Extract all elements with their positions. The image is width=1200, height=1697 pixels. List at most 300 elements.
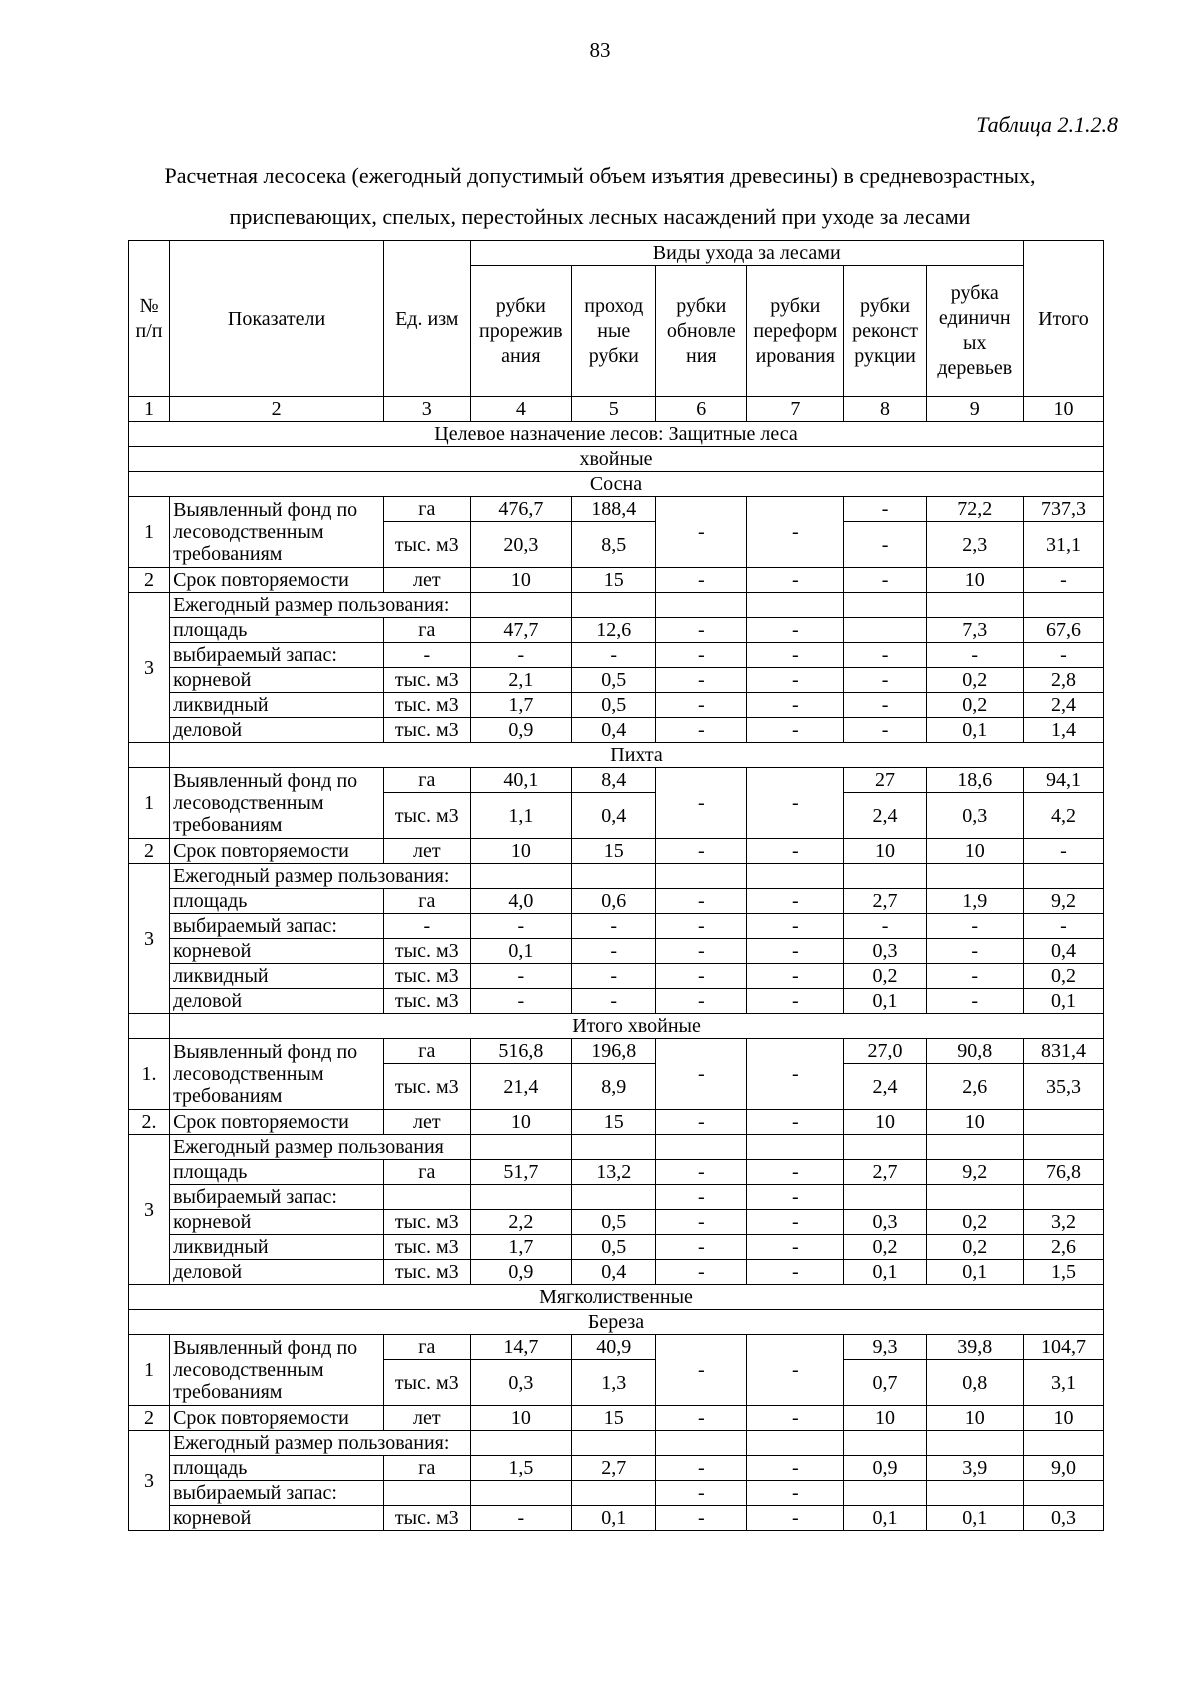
annual-row xyxy=(129,593,1104,618)
unit-cell: тыс. м3 xyxy=(384,939,470,964)
column-number: 9 xyxy=(926,397,1023,422)
column-number: 5 xyxy=(572,397,656,422)
business-label: деловой xyxy=(170,989,384,1014)
value-cell: - xyxy=(747,1039,844,1110)
value-cell: 20,3 xyxy=(470,522,572,568)
business-label: деловой xyxy=(170,718,384,743)
value-cell: 0,2 xyxy=(1023,964,1103,989)
value-cell xyxy=(844,618,926,643)
unit-cell: га xyxy=(384,1335,470,1360)
purpose-row xyxy=(129,422,1104,447)
empty-cell xyxy=(656,1431,747,1456)
header-care-col xyxy=(926,266,1023,397)
row-number: 1. xyxy=(129,1039,170,1110)
root-label: корневой xyxy=(170,668,384,693)
value-cell: - xyxy=(747,1335,844,1406)
unit-cell: тыс. м3 xyxy=(384,1260,470,1285)
page-number: 83 xyxy=(589,38,611,62)
value-cell: 2,4 xyxy=(844,1064,926,1110)
empty-cell xyxy=(656,593,747,618)
header-care-col xyxy=(656,266,747,397)
value-cell: 35,3 xyxy=(1023,1064,1103,1110)
cell-line: обновле xyxy=(666,319,736,342)
value-cell: - xyxy=(926,964,1023,989)
cell-line: деревьев xyxy=(937,357,1013,379)
unit-cell: лет xyxy=(384,839,470,864)
table-title xyxy=(0,155,1200,237)
fund-label xyxy=(170,1335,384,1406)
value-cell: 1,4 xyxy=(1023,718,1103,743)
value-cell: 0,1 xyxy=(926,1506,1023,1531)
row-number: 1 xyxy=(129,768,170,839)
empty-cell xyxy=(747,1431,844,1456)
section-fir xyxy=(129,743,1104,768)
value-cell: - xyxy=(747,1481,844,1506)
liquid-label: ликвидный xyxy=(170,693,384,718)
root-row xyxy=(129,1210,1104,1235)
empty-cell xyxy=(470,1431,572,1456)
header-num xyxy=(129,241,170,397)
value-cell: - xyxy=(844,568,926,593)
annual-row xyxy=(129,1135,1104,1160)
value-cell: - xyxy=(656,989,747,1014)
stock-label: выбираемый запас: xyxy=(170,1185,384,1210)
value-cell: - xyxy=(1023,643,1103,668)
root-label: корневой xyxy=(170,1506,384,1531)
value-cell xyxy=(844,1481,926,1506)
value-cell: - xyxy=(747,718,844,743)
value-cell: - xyxy=(656,1406,747,1431)
area-row xyxy=(129,889,1104,914)
unit-cell: тыс. м3 xyxy=(384,718,470,743)
value-cell: 10 xyxy=(470,1406,572,1431)
value-cell: - xyxy=(656,1481,747,1506)
value-cell: 2,7 xyxy=(844,1160,926,1185)
value-cell: 67,6 xyxy=(1023,618,1103,643)
term-row xyxy=(129,1406,1104,1431)
annual-label: Ежегодный размер пользования: xyxy=(170,1431,470,1456)
empty-cell xyxy=(572,1135,656,1160)
section-conifer-total: Итого хвойные xyxy=(170,1014,1104,1039)
value-cell: 10 xyxy=(926,1406,1023,1431)
empty-cell xyxy=(470,593,572,618)
value-cell xyxy=(844,1185,926,1210)
value-cell: - xyxy=(1023,568,1103,593)
value-cell: 10 xyxy=(926,568,1023,593)
value-cell: 0,1 xyxy=(926,1260,1023,1285)
stock-label: выбираемый запас: xyxy=(170,1481,384,1506)
value-cell: - xyxy=(572,989,656,1014)
value-cell: 3,9 xyxy=(926,1456,1023,1481)
value-cell: - xyxy=(747,497,844,568)
value-cell: - xyxy=(656,768,747,839)
cell-line: Выявленный фонд по xyxy=(173,1041,358,1063)
value-cell xyxy=(470,1185,572,1210)
value-cell: 0,1 xyxy=(470,939,572,964)
cell-line: ирования xyxy=(755,344,835,367)
area-row xyxy=(129,618,1104,643)
value-cell: - xyxy=(747,914,844,939)
row-number: 2. xyxy=(129,1110,170,1135)
value-cell: - xyxy=(747,568,844,593)
cell-line: Выявленный фонд по xyxy=(173,499,358,521)
column-number: 7 xyxy=(747,397,844,422)
unit-cell: лет xyxy=(384,568,470,593)
value-cell: - xyxy=(747,668,844,693)
value-cell: 3,1 xyxy=(1023,1360,1103,1406)
value-cell: 0,1 xyxy=(572,1506,656,1531)
business-label: деловой xyxy=(170,1260,384,1285)
value-cell: 0,2 xyxy=(844,964,926,989)
unit-cell: тыс. м3 xyxy=(384,793,470,839)
value-cell: - xyxy=(656,618,747,643)
column-number: 3 xyxy=(384,397,470,422)
value-cell: 0,3 xyxy=(470,1360,572,1406)
value-cell: - xyxy=(656,889,747,914)
value-cell: - xyxy=(572,643,656,668)
value-cell: - xyxy=(844,643,926,668)
liquid-row xyxy=(129,1235,1104,1260)
value-cell: - xyxy=(747,1260,844,1285)
section-birch: Береза xyxy=(129,1310,1104,1335)
value-cell: 40,1 xyxy=(470,768,572,793)
value-cell: - xyxy=(747,1160,844,1185)
header-unit: Ед. изм xyxy=(384,241,470,397)
header-care-col xyxy=(844,266,926,397)
term-label: Срок повторяемости xyxy=(170,1406,384,1431)
value-cell: 3,2 xyxy=(1023,1210,1103,1235)
fund-row xyxy=(129,1335,1104,1360)
cell-line: ания xyxy=(501,344,541,367)
value-cell: 2,2 xyxy=(470,1210,572,1235)
term-row xyxy=(129,1110,1104,1135)
value-cell: 1,9 xyxy=(926,889,1023,914)
header-care-col xyxy=(572,266,656,397)
empty-cell xyxy=(1023,593,1103,618)
cell-line: ные xyxy=(597,319,631,342)
value-cell: - xyxy=(656,1110,747,1135)
empty-cell xyxy=(844,1431,926,1456)
value-cell: 9,3 xyxy=(844,1335,926,1360)
value-cell xyxy=(1023,1110,1103,1135)
empty-cell xyxy=(1023,864,1103,889)
value-cell: - xyxy=(844,914,926,939)
cell-line: лесоводственным xyxy=(173,792,324,814)
area-label: площадь xyxy=(170,1456,384,1481)
term-label: Срок повторяемости xyxy=(170,1110,384,1135)
root-row xyxy=(129,939,1104,964)
value-cell: 0,1 xyxy=(926,718,1023,743)
cell-line: прорежив xyxy=(479,319,563,342)
value-cell xyxy=(384,1185,470,1210)
value-cell: 0,5 xyxy=(572,668,656,693)
value-cell: 10 xyxy=(844,1110,926,1135)
unit-cell: тыс. м3 xyxy=(384,1506,470,1531)
empty-cell xyxy=(572,593,656,618)
value-cell: 0,2 xyxy=(926,1235,1023,1260)
value-cell: - xyxy=(656,939,747,964)
unit-cell: тыс. м3 xyxy=(384,1360,470,1406)
empty-cell xyxy=(1023,1135,1103,1160)
value-cell xyxy=(470,1481,572,1506)
column-number: 1 xyxy=(129,397,170,422)
value-cell: - xyxy=(844,668,926,693)
value-cell xyxy=(926,1481,1023,1506)
empty-cell xyxy=(747,1135,844,1160)
value-cell: 0,1 xyxy=(844,1506,926,1531)
value-cell: 47,7 xyxy=(470,618,572,643)
title-line-1: Расчетная лесосека (ежегодный допустимый объем изъятия древесины) в средневозрастных, xyxy=(164,163,1036,188)
cell-line: № xyxy=(139,294,159,317)
value-cell: - xyxy=(656,497,747,568)
row-number: 2 xyxy=(129,568,170,593)
root-row xyxy=(129,1506,1104,1531)
unit-cell: тыс. м3 xyxy=(384,1064,470,1110)
value-cell: - xyxy=(656,964,747,989)
root-row xyxy=(129,668,1104,693)
header-indicators: Показатели xyxy=(170,241,384,397)
value-cell: 1,7 xyxy=(470,693,572,718)
value-cell: - xyxy=(656,1235,747,1260)
value-cell: 8,4 xyxy=(572,768,656,793)
empty-cell xyxy=(926,1431,1023,1456)
cell-line: лесоводственным xyxy=(173,1359,324,1381)
column-numbers-row xyxy=(129,397,1104,422)
value-cell: 0,2 xyxy=(926,693,1023,718)
column-number: 4 xyxy=(470,397,572,422)
value-cell: - xyxy=(844,718,926,743)
empty-cell xyxy=(129,1014,170,1039)
section-birch xyxy=(129,1310,1104,1335)
fund-row xyxy=(129,768,1104,793)
value-cell xyxy=(926,1185,1023,1210)
unit-cell: тыс. м3 xyxy=(384,668,470,693)
column-number: 10 xyxy=(1023,397,1103,422)
cell-line: требованиям xyxy=(173,1381,283,1403)
value-cell: - xyxy=(747,768,844,839)
value-cell: 0,3 xyxy=(844,939,926,964)
value-cell: 831,4 xyxy=(1023,1039,1103,1064)
value-cell: 13,2 xyxy=(572,1160,656,1185)
value-cell: 0,1 xyxy=(844,989,926,1014)
value-cell: 9,2 xyxy=(926,1160,1023,1185)
value-cell: 2,1 xyxy=(470,668,572,693)
liquid-label: ликвидный xyxy=(170,964,384,989)
value-cell: 1,7 xyxy=(470,1235,572,1260)
stock-row xyxy=(129,1481,1104,1506)
annual-label: Ежегодный размер пользования xyxy=(170,1135,470,1160)
cell-line: требованиям xyxy=(173,814,283,836)
value-cell: 1,5 xyxy=(470,1456,572,1481)
term-label: Срок повторяемости xyxy=(170,568,384,593)
value-cell: - xyxy=(656,718,747,743)
value-cell: - xyxy=(747,618,844,643)
value-cell: - xyxy=(470,964,572,989)
cell-line: рубка xyxy=(950,282,999,304)
value-cell: 4,2 xyxy=(1023,793,1103,839)
value-cell: - xyxy=(747,1406,844,1431)
value-cell: 27,0 xyxy=(844,1039,926,1064)
value-cell: 2,8 xyxy=(1023,668,1103,693)
fund-row xyxy=(129,1039,1104,1064)
value-cell: - xyxy=(656,668,747,693)
empty-cell xyxy=(747,593,844,618)
value-cell: 0,5 xyxy=(572,1210,656,1235)
column-number: 2 xyxy=(170,397,384,422)
unit-cell: тыс. м3 xyxy=(384,1210,470,1235)
business-row xyxy=(129,989,1104,1014)
value-cell: 0,1 xyxy=(844,1260,926,1285)
value-cell: - xyxy=(747,889,844,914)
row-number: 1 xyxy=(129,497,170,568)
section-pine xyxy=(129,472,1104,497)
fund-label xyxy=(170,497,384,568)
value-cell: 39,8 xyxy=(926,1335,1023,1360)
value-cell: - xyxy=(844,497,926,522)
empty-cell xyxy=(656,864,747,889)
value-cell: - xyxy=(470,989,572,1014)
value-cell: 9,0 xyxy=(1023,1456,1103,1481)
row-number: 2 xyxy=(129,839,170,864)
value-cell: 40,9 xyxy=(572,1335,656,1360)
value-cell: - xyxy=(844,522,926,568)
fund-row xyxy=(129,497,1104,522)
value-cell: 1,5 xyxy=(1023,1260,1103,1285)
unit-cell: лет xyxy=(384,1110,470,1135)
liquid-row xyxy=(129,964,1104,989)
value-cell: 0,2 xyxy=(926,1210,1023,1235)
value-cell: 8,9 xyxy=(572,1064,656,1110)
value-cell: - xyxy=(656,914,747,939)
cell-line: переформ xyxy=(753,319,838,342)
cell-line: рубки xyxy=(676,294,727,317)
value-cell: 2,7 xyxy=(572,1456,656,1481)
value-cell: 0,5 xyxy=(572,1235,656,1260)
value-cell: - xyxy=(470,1506,572,1531)
value-cell: - xyxy=(747,989,844,1014)
value-cell xyxy=(384,1481,470,1506)
stock-row xyxy=(129,643,1104,668)
value-cell: 12,6 xyxy=(572,618,656,643)
cell-line: единичн xyxy=(938,307,1011,329)
value-cell: 516,8 xyxy=(470,1039,572,1064)
value-cell: - xyxy=(656,1260,747,1285)
empty-cell xyxy=(844,1135,926,1160)
empty-cell xyxy=(572,864,656,889)
unit-cell: га xyxy=(384,497,470,522)
unit-cell: тыс. м3 xyxy=(384,522,470,568)
cell-line: рубки xyxy=(495,294,546,317)
value-cell: 737,3 xyxy=(1023,497,1103,522)
value-cell xyxy=(572,1481,656,1506)
table-reference: Таблица 2.1.2.8 xyxy=(976,112,1118,137)
value-cell: 10 xyxy=(844,1406,926,1431)
value-cell: - xyxy=(747,643,844,668)
value-cell: - xyxy=(747,1506,844,1531)
cell-line: ых xyxy=(963,332,987,354)
value-cell: - xyxy=(747,1235,844,1260)
value-cell: 0,3 xyxy=(844,1210,926,1235)
value-cell: - xyxy=(747,939,844,964)
area-row xyxy=(129,1160,1104,1185)
empty-cell xyxy=(1023,1431,1103,1456)
annual-label: Ежегодный размер пользования: xyxy=(170,864,470,889)
section-conifer xyxy=(129,447,1104,472)
value-cell: - xyxy=(656,1506,747,1531)
value-cell: - xyxy=(656,1160,747,1185)
area-label: площадь xyxy=(170,618,384,643)
value-cell xyxy=(572,1185,656,1210)
cell-line: проход xyxy=(584,294,644,317)
stock-row xyxy=(129,1185,1104,1210)
cell-line: требованиям xyxy=(173,543,283,565)
value-cell: - xyxy=(1023,839,1103,864)
area-label: площадь xyxy=(170,889,384,914)
value-cell: 2,3 xyxy=(926,522,1023,568)
cell-line: Выявленный фонд по xyxy=(173,1337,358,1359)
value-cell: - xyxy=(470,643,572,668)
business-row xyxy=(129,1260,1104,1285)
cell-line: рубки xyxy=(588,344,639,367)
row-number: 3 xyxy=(129,1135,170,1285)
term-row xyxy=(129,839,1104,864)
value-cell: - xyxy=(747,693,844,718)
header-care-col xyxy=(470,266,572,397)
value-cell: 15 xyxy=(572,1110,656,1135)
section-conifer: хвойные xyxy=(129,447,1104,472)
unit-cell: га xyxy=(384,1456,470,1481)
empty-cell xyxy=(747,864,844,889)
empty-cell xyxy=(470,1135,572,1160)
value-cell: - xyxy=(656,693,747,718)
value-cell: 8,5 xyxy=(572,522,656,568)
value-cell: 2,7 xyxy=(844,889,926,914)
fund-label xyxy=(170,768,384,839)
value-cell: 10 xyxy=(470,568,572,593)
value-cell: - xyxy=(572,939,656,964)
value-cell: - xyxy=(656,1210,747,1235)
unit-cell: тыс. м3 xyxy=(384,989,470,1014)
value-cell: 0,9 xyxy=(470,1260,572,1285)
value-cell: 10 xyxy=(926,839,1023,864)
value-cell: - xyxy=(572,964,656,989)
value-cell: - xyxy=(656,643,747,668)
header-row xyxy=(129,241,1104,266)
value-cell: 2,4 xyxy=(844,793,926,839)
value-cell: - xyxy=(656,1456,747,1481)
cell-line: Выявленный фонд по xyxy=(173,770,358,792)
value-cell: 1,3 xyxy=(572,1360,656,1406)
value-cell: - xyxy=(926,989,1023,1014)
value-cell: - xyxy=(747,1456,844,1481)
value-cell: 10 xyxy=(844,839,926,864)
empty-cell xyxy=(926,864,1023,889)
empty-cell xyxy=(129,743,170,768)
value-cell: 9,2 xyxy=(1023,889,1103,914)
unit-cell: га xyxy=(384,889,470,914)
cell-line: реконст xyxy=(852,319,918,342)
liquid-label: ликвидный xyxy=(170,1235,384,1260)
unit-cell: га xyxy=(384,618,470,643)
value-cell: 7,3 xyxy=(926,618,1023,643)
area-label: площадь xyxy=(170,1160,384,1185)
value-cell: - xyxy=(656,1335,747,1406)
cell-line: п/п xyxy=(135,319,163,342)
cell-line: рубки xyxy=(859,294,911,317)
value-cell: - xyxy=(747,1185,844,1210)
row-number: 3 xyxy=(129,1431,170,1531)
value-cell: 0,4 xyxy=(1023,939,1103,964)
